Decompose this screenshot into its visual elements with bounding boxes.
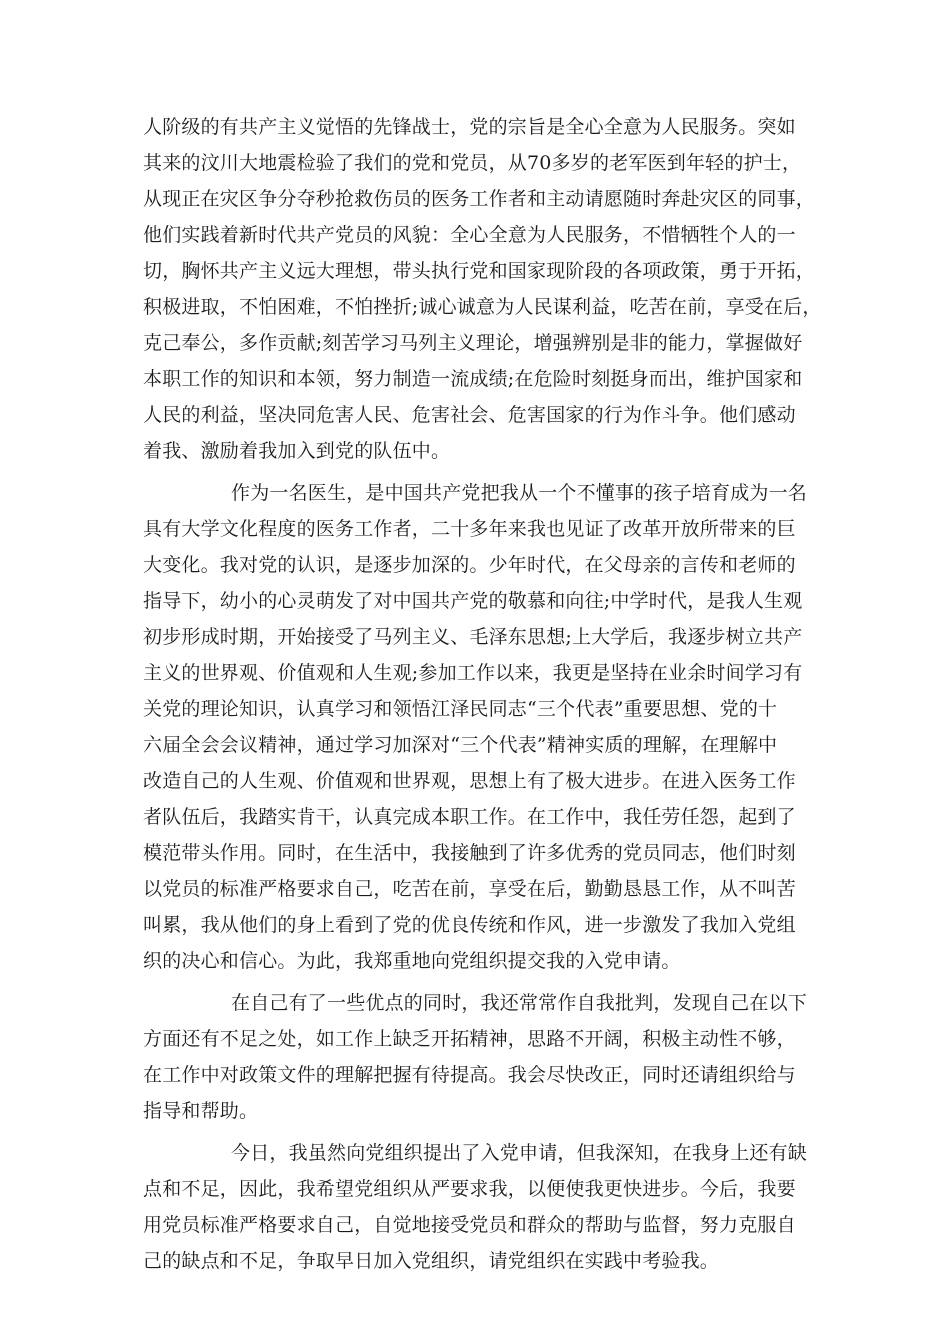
text-line: 用党员标准严格要求自己，自觉地接受党员和群众的帮助与监督，努力克服自 [143,1214,796,1236]
text-line: 其来的汶川大地震检验了我们的党和党员，从70多岁的老军医到年轻的护士， [143,152,802,174]
text-line: 积极进取，不怕困难，不怕挫折;诚心诚意为人民谋利益，吃苦在前，享受在后， [143,296,822,318]
text-line: 作为一名医生，是中国共产党把我从一个不懂事的孩子培育成为一名 [231,482,808,504]
text-line: 模范带头作用。同时，在生活中，我接触到了许多优秀的党员同志，他们时刻 [143,842,796,864]
paragraph-4 [143,1135,823,1279]
paragraph-2 [143,475,823,979]
text-line: 切，胸怀共产主义远大理想，带头执行党和国家现阶段的各项政策，勇于开拓， [143,260,816,282]
text-line: 他们实践着新时代共产党员的风貌：全心全意为人民服务，不惜牺牲个人的一 [143,224,796,246]
text-line: 在自己有了一些优点的同时，我还常常作自我批判，发现自己在以下 [231,992,808,1014]
text-line: 指导和帮助。 [143,1100,259,1122]
text-line: 叫累，我从他们的身上看到了党的优良传统和作风，进一步激发了我加入党组 [143,914,796,936]
text-line: 主义的世界观、价值观和人生观;参加工作以来，我更是坚持在业余时间学习有 [143,662,803,684]
text-line: 初步形成时期，开始接受了马列主义、毛泽东思想;上大学后，我逐步树立共产 [143,626,803,648]
text-line: 己的缺点和不足，争取早日加入党组织，请党组织在实践中考验我。 [143,1250,720,1272]
text-line: 克己奉公，多作贡献;刻苦学习马列主义理论，增强辨别是非的能力，掌握做好 [143,332,803,354]
text-line: 今日，我虽然向党组织提出了入党申请，但我深知，在我身上还有缺 [231,1142,808,1164]
text-line: 从现正在灾区争分夺秒抢救伤员的医务工作者和主动请愿随时奔赴灾区的同事， [143,188,816,210]
text-line: 者队伍后，我踏实肯干，认真完成本职工作。在工作中，我任劳任怨，起到了 [143,806,796,828]
text-line: 改造自己的人生观、价值观和世界观，思想上有了极大进步。在进入医务工作 [143,770,796,792]
text-line: 人民的利益，坚决同危害人民、危害社会、危害国家的行为作斗争。他们感动 [143,404,796,426]
document-body [143,109,823,1285]
paragraph-3 [143,985,823,1129]
text-line: 六届全会会议精神，通过学习加深对“三个代表”精神实质的理解，在理解中 [143,734,778,756]
text-line: 方面还有不足之处，如工作上缺乏开拓精神，思路不开阔，积极主动性不够， [143,1028,796,1050]
text-line: 本职工作的知识和本领，努力制造一流成绩;在危险时刻挺身而出，维护国家和 [143,368,803,390]
text-line: 着我、激励着我加入到党的队伍中。 [143,440,451,462]
paragraph-1 [143,109,823,469]
text-line: 具有大学文化程度的医务工作者，二十多年来我也见证了改革开放所带来的巨 [143,518,796,540]
text-line: 在工作中对政策文件的理解把握有待提高。我会尽快改正，同时还请组织给与 [143,1064,796,1086]
text-line: 以党员的标准严格要求自己，吃苦在前，享受在后，勤勤恳恳工作，从不叫苦 [143,878,796,900]
text-line: 人阶级的有共产主义觉悟的先锋战士，党的宗旨是全心全意为人民服务。突如 [143,116,796,138]
text-line: 点和不足，因此，我希望党组织从严要求我，以便使我更快进步。今后，我要 [143,1178,796,1200]
text-line: 大变化。我对党的认识，是逐步加深的。少年时代，在父母亲的言传和老师的 [143,554,796,576]
text-line: 织的决心和信心。为此，我郑重地向党组织提交我的入党申请。 [143,950,681,972]
text-line: 指导下，幼小的心灵萌发了对中国共产党的敬慕和向往;中学时代，是我人生观 [143,590,803,612]
text-line: 关党的理论知识，认真学习和领悟江泽民同志“三个代表”重要思想、党的十 [143,698,778,720]
